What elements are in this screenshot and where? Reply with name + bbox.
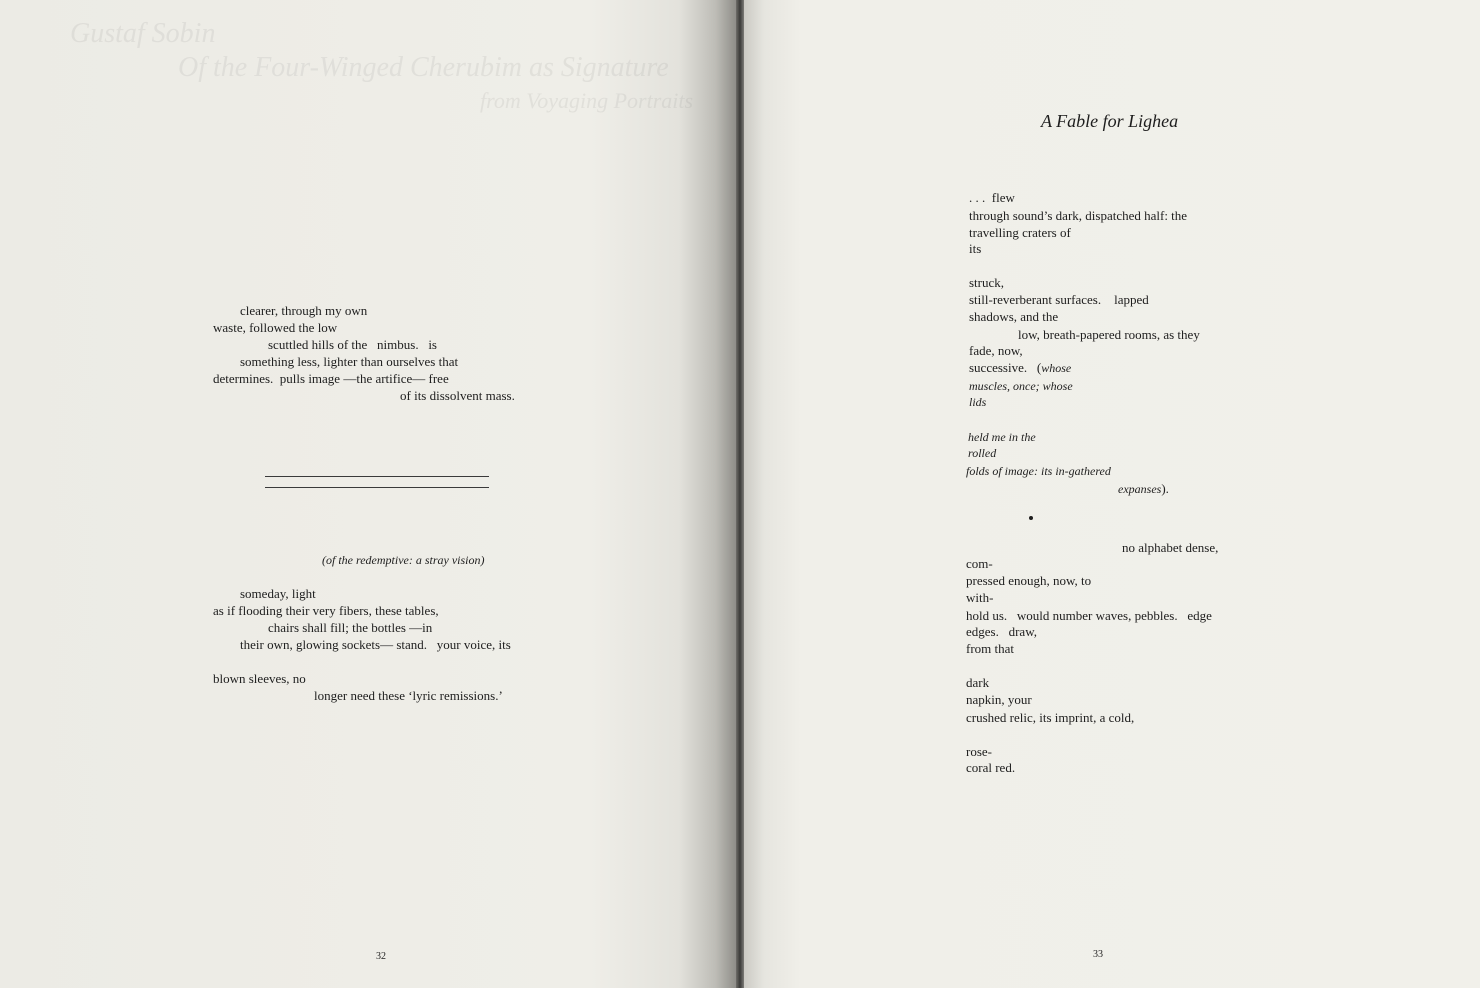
poem-text: ). xyxy=(1161,481,1169,496)
page-number-left: 32 xyxy=(376,951,386,962)
poem-line: napkin, your xyxy=(966,692,1032,707)
poem-title: A Fable for Lighea xyxy=(1041,111,1179,131)
poem-line: folds of image: its in-gathered xyxy=(966,464,1111,478)
poem-line xyxy=(1118,481,1169,497)
poem-line: waste, followed the low xyxy=(213,320,338,335)
right-page xyxy=(742,0,1480,988)
section-rule xyxy=(265,487,489,488)
poem-line: clearer, through my own xyxy=(240,303,368,318)
poem-line: still-reverberant surfaces. lapped xyxy=(969,292,1149,307)
poem-line: rose- xyxy=(966,744,992,759)
ghost-author: Gustaf Sobin xyxy=(70,18,216,49)
poem-line: crushed relic, its imprint, a cold, xyxy=(966,710,1135,725)
poem-line: struck, xyxy=(969,275,1005,290)
poem-line xyxy=(969,360,1071,376)
poem-line: chairs shall fill; the bottles —in xyxy=(268,620,433,635)
poem-line: their own, glowing sockets— stand. your voice, its xyxy=(240,637,511,652)
poem-line: through sound’s dark, dispatched half: the xyxy=(969,208,1188,223)
poem-text-italic: whose xyxy=(1041,361,1072,375)
poem-line: low, breath-papered rooms, as they xyxy=(1018,327,1200,342)
section-rule xyxy=(265,476,489,477)
section-subtitle: (of the redemptive: a stray vision) xyxy=(322,553,485,567)
poem-line: travelling craters of xyxy=(969,225,1071,240)
section-dot xyxy=(1029,516,1033,520)
book-gutter xyxy=(736,0,744,988)
poem-line: someday, light xyxy=(240,586,316,601)
poem-line: blown sleeves, no xyxy=(213,671,306,686)
ghost-source: from Voyaging Portraits xyxy=(480,88,694,113)
poem-line: lids xyxy=(969,395,987,409)
poem-line: from that xyxy=(966,641,1015,656)
poem-line: coral red. xyxy=(966,760,1016,775)
poem-line: . . . flew xyxy=(969,190,1015,205)
poem-line: determines. pulls image —the artifice— free xyxy=(213,371,449,386)
poem-text: successive. ( xyxy=(969,360,1042,375)
poem-line: dark xyxy=(966,675,990,690)
poem-line: as if flooding their very fibers, these tables, xyxy=(213,603,439,618)
poem-line: edges. draw, xyxy=(966,624,1037,639)
poem-line: scuttled hills of the nimbus. is xyxy=(268,337,437,352)
ghost-title: Of the Four-Winged Cherubim as Signature xyxy=(178,52,669,83)
page-number-right: 33 xyxy=(1093,949,1103,960)
poem-line: with- xyxy=(966,590,994,605)
poem-line: hold us. would number waves, pebbles. edge xyxy=(966,608,1212,623)
poem-line: something less, lighter than ourselves that xyxy=(240,354,459,369)
poem-line: com- xyxy=(966,556,993,571)
poem-line: longer need these ‘lyric remissions.’ xyxy=(314,688,503,703)
poem-line: of its dissolvent mass. xyxy=(400,388,515,403)
poem-line: its xyxy=(969,241,982,256)
left-page xyxy=(0,0,738,988)
poem-line: fade, now, xyxy=(969,343,1023,358)
poem-line: held me in the xyxy=(968,430,1036,444)
poem-line: rolled xyxy=(968,446,997,460)
poem-line: muscles, once; whose xyxy=(969,379,1073,393)
poem-line: pressed enough, now, to xyxy=(966,573,1092,588)
poem-text-italic: expanses xyxy=(1118,482,1162,496)
poem-line: shadows, and the xyxy=(969,309,1059,324)
poem-line: no alphabet dense, xyxy=(1122,540,1219,555)
